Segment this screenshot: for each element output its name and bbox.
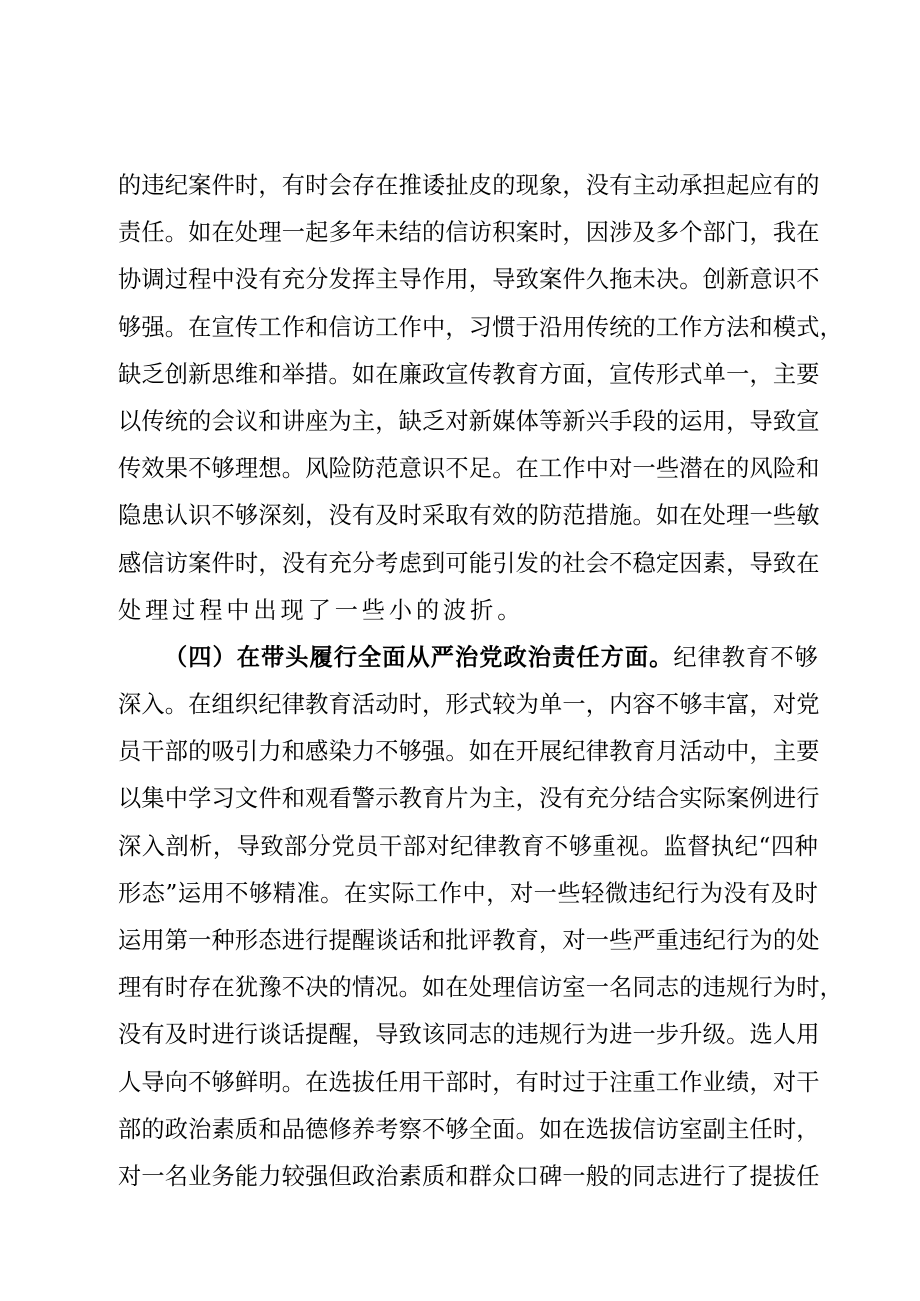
text-line: 责任。如在处理一起多年未结的信访积案时，因涉及多个部门，我在 <box>118 219 820 247</box>
text-line: 深入。在组织纪律教育活动时，形式较为单一，内容不够丰富，对党 <box>118 691 820 719</box>
text-line: 的违纪案件时，有时会存在推诿扯皮的现象，没有主动承担起应有的 <box>118 172 820 199</box>
section-heading: （四）在带头履行全面从严治党政治责任方面。 <box>164 643 674 671</box>
text-line: 运用第一种形态进行提醒谈话和批评教育，对一些严重违纪行为的处 <box>118 927 820 954</box>
text-line: 以传统的会议和讲座为主，缺乏对新媒体等新兴手段的运用，导致宣 <box>118 407 820 435</box>
text-line: 隐患认识不够深刻，没有及时采取有效的防范措施。如在处理一些敏 <box>118 502 820 530</box>
text-line: 协调过程中没有充分发挥主导作用，导致案件久拖未决。创新意识不 <box>118 266 820 294</box>
text-line: 部的政治素质和品德修养考察不够全面。如在选拔信访室副主任时， <box>118 1115 820 1143</box>
text-line: 够强。在宣传工作和信访工作中，习惯于沿用传统的工作方法和模式， <box>118 313 844 341</box>
text-line: 理有时存在犹豫不决的情况。如在处理信访室一名同志的违规行为时， <box>118 974 844 1002</box>
text-line: 深入剖析，导致部分党员干部对纪律教育不够重视。监督执纪“四种 <box>118 832 818 860</box>
text-line: 员干部的吸引力和感染力不够强。如在开展纪律教育月活动中，主要 <box>118 738 820 766</box>
text-line: 感信访案件时，没有充分考虑到可能引发的社会不稳定因素，导致在 <box>118 549 820 577</box>
text-line: 人导向不够鲜明。在选拔任用干部时，有时过于注重工作业绩，对干 <box>118 1068 820 1096</box>
text-line: 处理过程中出现了一些小的波折。 <box>118 596 525 624</box>
text-line: 缺乏创新思维和举措。如在廉政宣传教育方面，宣传形式单一，主要 <box>118 360 820 388</box>
heading-line-text: 纪律教育不够 <box>673 643 819 671</box>
text-line: 形态”运用不够精准。在实际工作中，对一些轻微违纪行为没有及时 <box>118 879 818 907</box>
body-text <box>118 162 844 1200</box>
text-line: 传效果不够理想。风险防范意识不足。在工作中对一些潜在的风险和 <box>118 455 820 483</box>
section-heading-line <box>118 634 818 681</box>
text-line: 对一名业务能力较强但政治素质和群众口碑一般的同志进行了提拔任 <box>118 1162 820 1190</box>
text-line: 没有及时进行谈话提醒，导致该同志的违规行为进一步升级。选人用 <box>118 1021 820 1049</box>
text-line: 以集中学习文件和观看警示教育片为主，没有充分结合实际案例进行 <box>118 785 820 813</box>
